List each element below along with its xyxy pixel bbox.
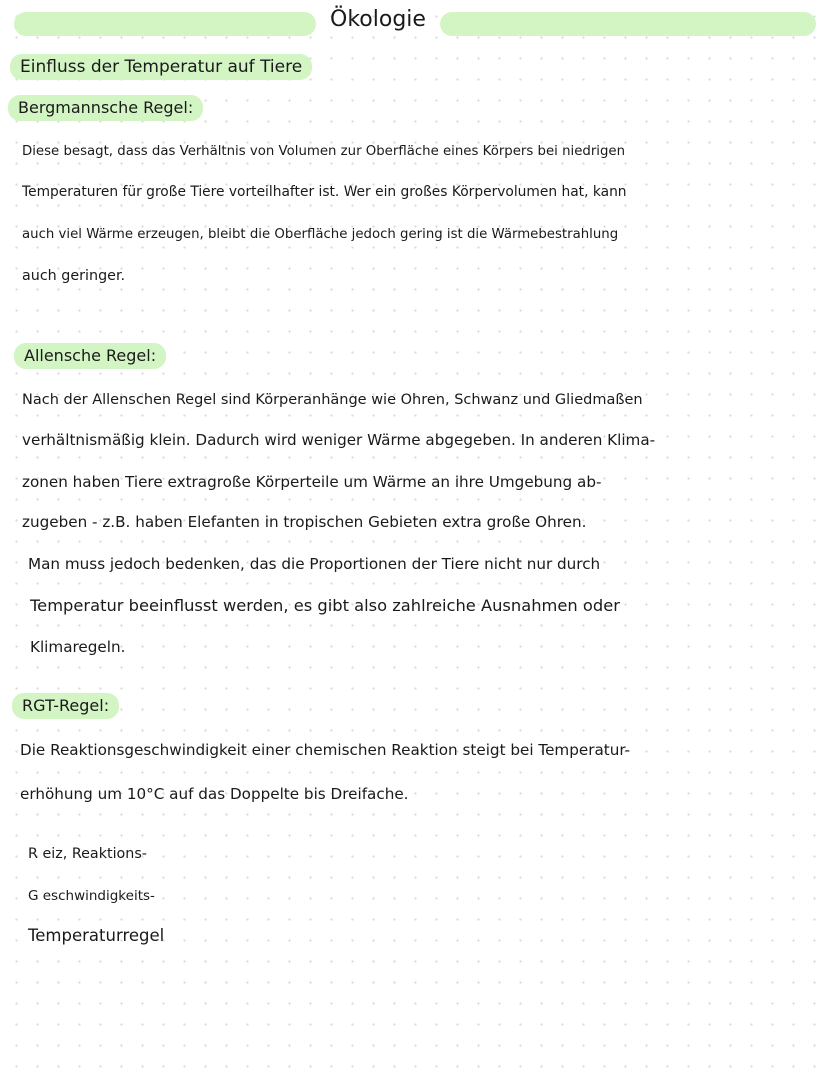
rgt-acronym-line: Temperaturregel — [28, 926, 165, 945]
title-highlight-left — [14, 12, 316, 36]
heading-rgt: RGT-Regel: — [12, 693, 119, 719]
bergmann-line: Diese besagt, dass das Verhältnis von Volumen zur Oberfläche eines Körpers bei niedrigen — [22, 144, 626, 159]
title-highlight-right — [440, 12, 816, 36]
rgt-acronym-line: G eschwindigkeits- — [28, 888, 155, 904]
bergmann-line: Temperaturen für große Tiere vorteilhafter ist. Wer ein großes Körpervolumen hat, kann — [22, 184, 627, 200]
heading-allen: Allensche Regel: — [14, 343, 166, 369]
heading-bergmann: Bergmannsche Regel: — [8, 95, 203, 121]
allen-line: Man muss jedoch bedenken, das die Proportionen der Tiere nicht nur durch — [28, 555, 601, 573]
rgt-line: Die Reaktionsgeschwindigkeit einer chemischen Reaktion steigt bei Temperatur- — [20, 741, 631, 759]
allen-line: zugeben - z.B. haben Elefanten in tropischen Gebieten extra große Ohren. — [22, 513, 587, 531]
bergmann-line: auch viel Wärme erzeugen, bleibt die Oberfläche jedoch gering ist die Wärmebestrahlung — [22, 227, 619, 242]
page-title: Ökologie — [330, 7, 426, 32]
rgt-acronym-line: R eiz, Reaktions- — [28, 846, 147, 862]
page-subtitle: Einfluss der Temperatur auf Tiere — [10, 54, 312, 80]
allen-line: Klimaregeln. — [30, 638, 126, 656]
bergmann-line: auch geringer. — [22, 268, 126, 284]
allen-line: verhältnismäßig klein. Dadurch wird weniger Wärme abgegeben. In anderen Klima- — [22, 431, 656, 449]
allen-line: zonen haben Tiere extragroße Körperteile um Wärme an ihre Umgebung ab- — [22, 473, 602, 491]
rgt-line: erhöhung um 10°C auf das Doppelte bis Dreifache. — [20, 785, 409, 803]
allen-line: Temperatur beeinflusst werden, es gibt also zahlreiche Ausnahmen oder — [30, 596, 620, 615]
allen-line: Nach der Allenschen Regel sind Körperanhänge wie Ohren, Schwanz und Gliedmaßen — [22, 392, 643, 408]
